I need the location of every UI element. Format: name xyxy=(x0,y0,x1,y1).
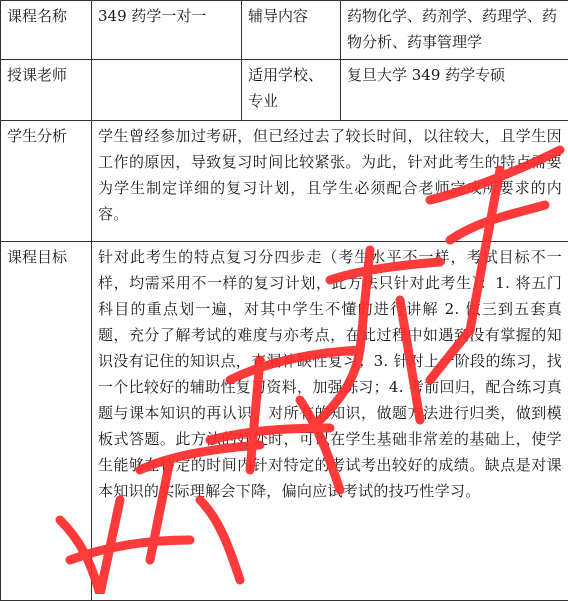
row-course-name xyxy=(1,1,568,60)
value-tutoring-content: 药物化学、药剂学、药理学、药物分析、药事管理学 xyxy=(341,1,568,60)
value-course-name: 349 药学一对一 xyxy=(92,1,242,60)
label-teacher: 授课老师 xyxy=(1,60,92,121)
value-teacher xyxy=(92,60,242,121)
row-student-analysis xyxy=(1,121,568,242)
row-teacher xyxy=(1,60,568,121)
label-course-goal: 课程目标 xyxy=(1,242,92,601)
row-course-goal xyxy=(1,242,568,601)
text-student-analysis: 学生曾经参加过考研，但已经过去了较长时间，以往较大，且学生因工作的原因，导致复习时间比较紧张。为此，针对此考生的特点需要为学生制定详细的复习计划，且学生必须配合老师完成所要求的内容。 xyxy=(92,121,568,242)
text-course-goal: 针对此考生的特点复习分四步走（考生水平不一样，考试目标不一样，均需采用不一样的复习计划，此方法只针对此考生）：1. 将五门科目的重点划一遍，对其中学生不懂的进行讲解 2. 做三到五套真题，充分了解考试的难度与亦考点，在此过程中如遇到没有掌握的知识没有记住的知识点，查漏补缺性复习；3. 针对上一阶段的练习，找一个比较好的辅助性复习资料，加强练习；4. 考前回归，配合练习真题与课本知识的再认识，对所有的知识，做题方法进行归类，做到模板式答题。此方法的好处时，可以在学生基础非常差的基础上，使学生能够在特定的时间内针对特定的考试考出较好的成绩。缺点是对课本知识的实际理解会下降，偏向应试考试的技巧性学习。 xyxy=(92,242,568,601)
value-school-major: 复旦大学 349 药学专硕 xyxy=(341,60,568,121)
label-student-analysis: 学生分析 xyxy=(1,121,92,242)
label-school-major: 适用学校、专业 xyxy=(242,60,341,121)
label-tutoring-content: 辅导内容 xyxy=(242,1,341,60)
label-course-name: 课程名称 xyxy=(1,1,92,60)
